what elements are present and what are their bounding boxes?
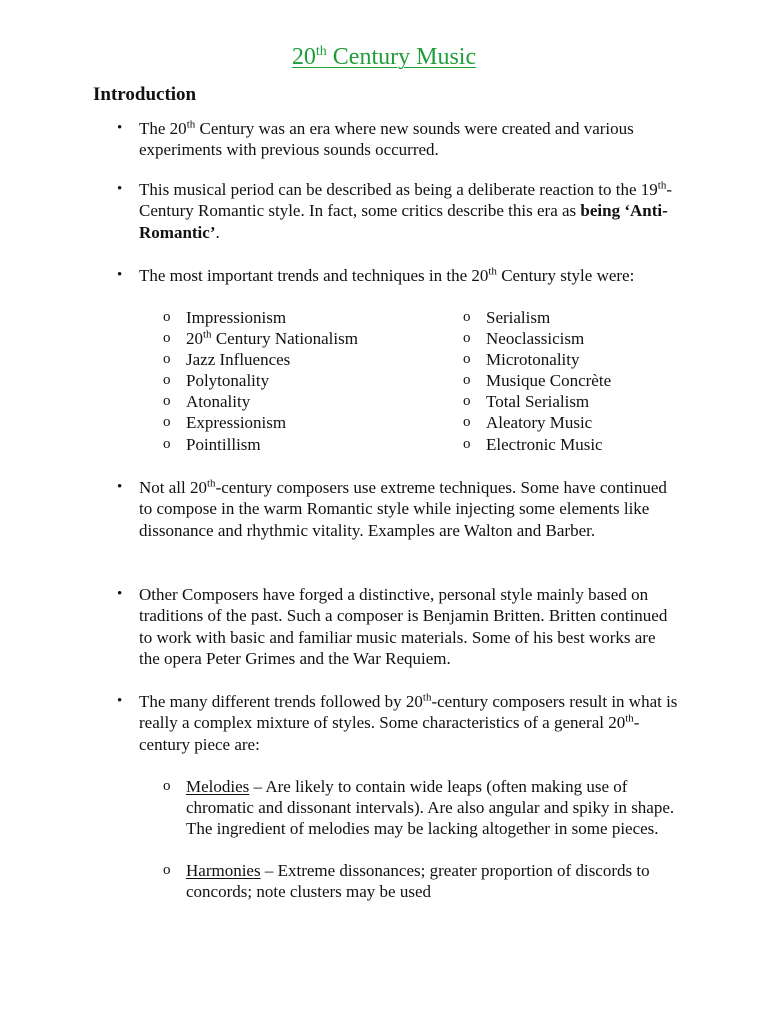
- bullet-anti-romantic: • This musical period can be described as being a deliberate reaction to the 19th-Century Romantic style. In fact, some critics describe this era as being ‘Anti-Romantic’.: [139, 179, 679, 243]
- list-item: o Expressionism: [163, 413, 287, 432]
- list-item: o Impressionism: [163, 308, 287, 327]
- list-item: o Electronic Music: [463, 435, 603, 454]
- characteristic-melodies: o Melodies – Are likely to contain wide leaps (often making use of chromatic and dissonant intervals). Are also angular and spiky in shape. The ingredient of melodies may be lacking altogether in some pieces.: [163, 777, 675, 839]
- page-title: [0, 44, 768, 71]
- title-superscript: th: [315, 44, 327, 59]
- list-item: o Polytonality: [163, 371, 270, 390]
- bullet-era: • The 20th Century was an era where new sounds were created and various experiments with previous sounds occurred.: [139, 118, 679, 161]
- list-item: o Atonality: [163, 392, 251, 411]
- title-number: 20: [291, 44, 316, 70]
- bullet-britten: • Other Composers have forged a distinctive, personal style mainly based on traditions of the past. Such a composer is Benjamin Britten. Britten continued to work with basic and familiar music materials. Some of his best works are the opera Peter Grimes and the War Requiem.: [139, 584, 679, 669]
- list-item: o Pointillism: [163, 435, 261, 454]
- term-harmonies: Harmonies: [186, 861, 261, 880]
- list-item: o Aleatory Music: [463, 413, 593, 432]
- title-text: Century Music: [326, 44, 477, 70]
- bold-phrase: being ‘Anti-Romantic’: [139, 201, 668, 242]
- list-item: o 20th Century Nationalism: [163, 328, 358, 348]
- bullet-not-all-composers: • Not all 20th-century composers use extreme techniques. Some have continued to compose in the warm Romantic style while injecting some elements like dissonance and rhythmic vitality. Examples are Walton and Barber.: [139, 477, 679, 541]
- list-item: o Serialism: [463, 308, 551, 327]
- list-item: o Musique Concrète: [463, 371, 612, 390]
- list-item: o Jazz Influences: [163, 350, 291, 369]
- list-item: o Total Serialism: [463, 392, 590, 411]
- section-heading: Introduction: [93, 84, 197, 105]
- bullet-characteristics: • The many different trends followed by 20th-century composers result in what is really a complex mixture of styles. Some characteristics of a general 20th-century piece are:: [139, 691, 679, 755]
- list-item: o Neoclassicism: [463, 329, 585, 348]
- term-melodies: Melodies: [186, 777, 250, 796]
- characteristic-harmonies: o Harmonies – Extreme dissonances; greater proportion of discords to concords; note clusters may be used: [163, 861, 650, 902]
- bullet-trends: • The most important trends and techniques in the 20th Century style were:: [139, 265, 679, 286]
- list-item: o Microtonality: [463, 350, 580, 369]
